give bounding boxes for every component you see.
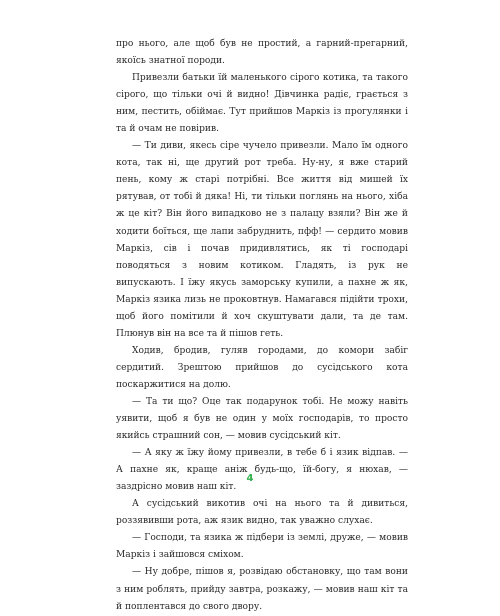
page-number: 4 (246, 473, 254, 484)
paragraph-8: — Господи, та язика ж підбери із землі, друже, — мовив Маркіз і зайшовся сміхом. (116, 533, 408, 561)
paragraph-4: Ходив, бродив, гуляв городами, до комори забіг сердитий. Зрештою прийшов до сусідського кота поскаржитися на долю. (116, 345, 408, 390)
paragraph-3: — Ти диви, якесь сіре чучело привезли. Мало їм одного кота, так ні, ще другий рот треба. Ну-ну, я вже старий пень, кому ж старі потрібні. Все життя від мишей їх рятував, от тобі й дяка! Ні, ти тільки поглянь на нього, хіба ж це кіт? Він його випадково не з палацу взяли? Він же й ходити боїться, ще лапи забруднить, пфф! — сердито мовив Маркіз, сів і почав придивлятись, як ті господарі поводяться з новим котиком. Гладять, із рук не випускають. І їжу якусь заморську купили, а пахне ж як, Маркіз язика лизь не проковтнув. Намагався підійти трохи, щоб його помітили й хоч скуштувати дали, та де там. Плюнув він на все та й пішов геть. (116, 141, 408, 339)
paragraph-7: А сусідський викотив очі на нього та й дивиться, роззявивши рота, аж язик видно, так уважно слухає. (116, 499, 408, 527)
paragraph-2: Привезли батьки їй маленького сірого котика, та такого сірого, що тільки очі й видно! Дівчинка радіє, грається з ним, пестить, обіймає. Тут прийшов Маркіз із прогулянки і та й очам не повірив. (116, 73, 408, 135)
paragraph-1: про нього, але щоб був не простий, а гарний-прегарний, якоїсь знатної породи. (116, 39, 408, 67)
paragraph-6: — А яку ж їжу йому привезли, в тебе б і язик відпав. — А пахне як, краще аніж будь-що, їй-богу, я нюхав, — заздрісно мовив наш кіт. (116, 448, 408, 493)
paragraph-5: — Та ти що? Оце так подарунок тобі. Не можу навіть уявити, щоб я був не один у моїх господарів, то просто якийсь страшний сон, — мовив сусідський кіт. (116, 396, 408, 442)
paragraph-9: — Ну добре, пішов я, розвідаю обстановку, що там вони з ним роблять, прийду завтра, розкажу, — мовив наш кіт та й поплентався до свого двору. (116, 567, 408, 612)
body-text (116, 36, 408, 616)
